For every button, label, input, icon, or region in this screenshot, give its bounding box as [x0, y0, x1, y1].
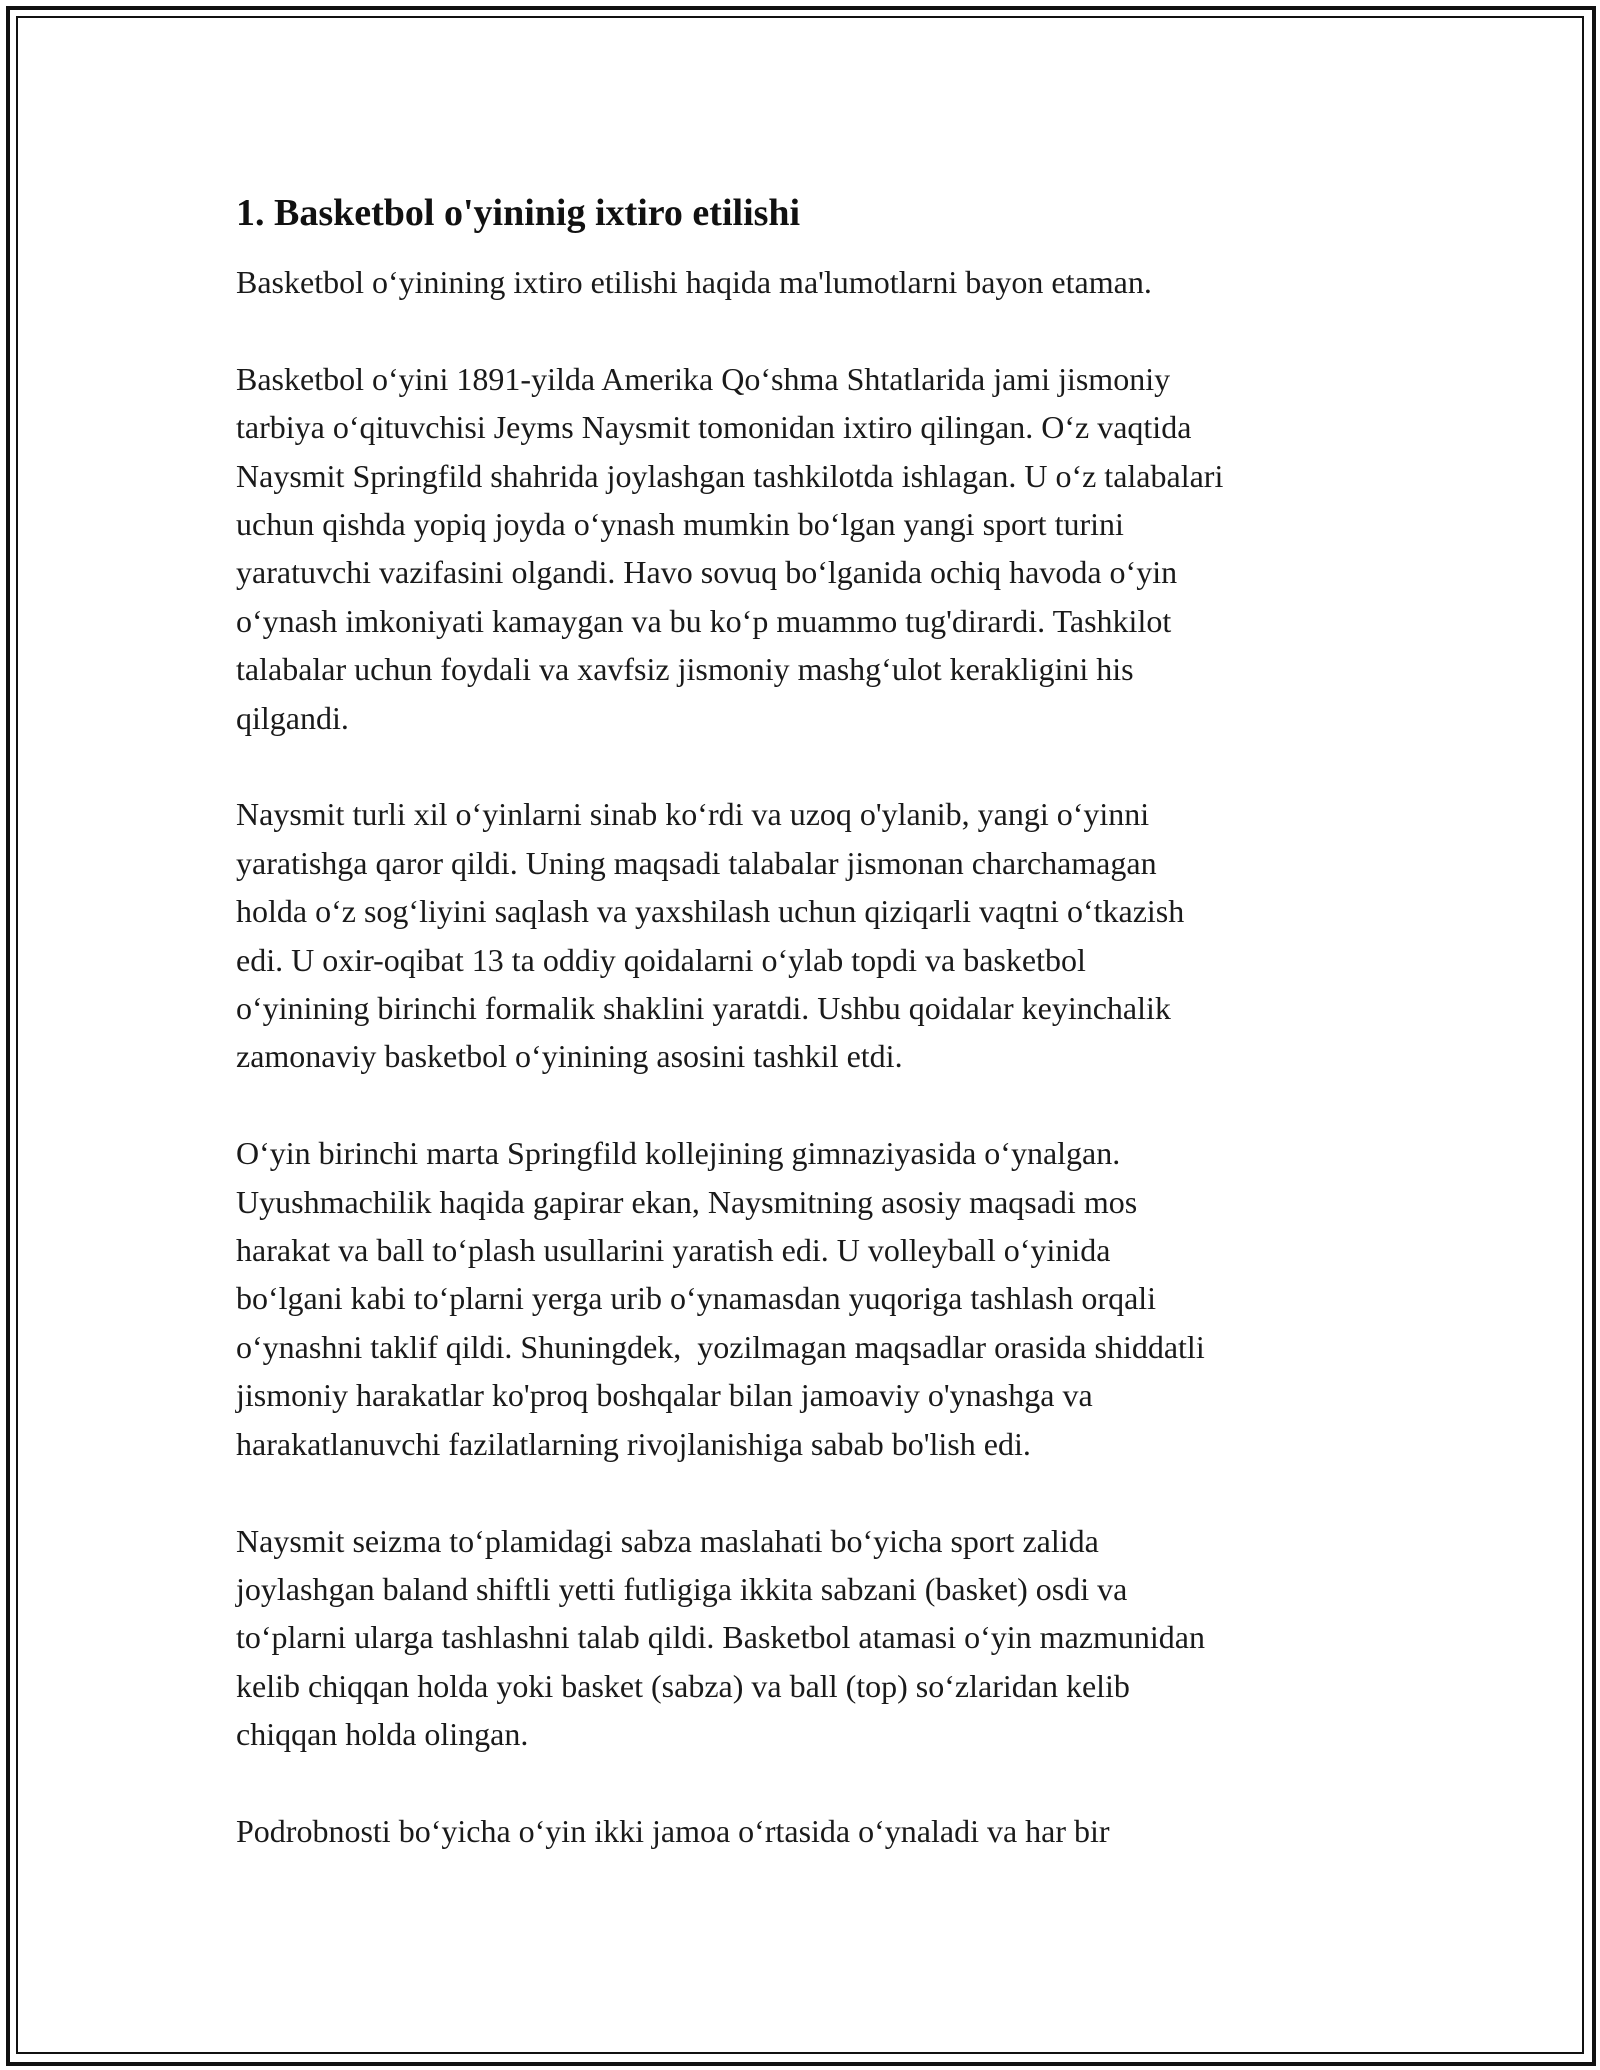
paragraph-line: o‘ynash imkoniyati kamaygan va bu ko‘p muammo tug'dirardi. Tashkilot	[236, 602, 1172, 639]
paragraph-line: holda o‘z sog‘liyini saqlash va yaxshilash uchun qiziqarli vaqtni o‘tkazish	[236, 893, 1185, 930]
paragraph-line: o‘yinining birinchi formalik shaklini yaratdi. Ushbu qoidalar keyinchalik	[236, 990, 1171, 1027]
paragraph-line: yaratishga qaror qildi. Uning maqsadi talabalar jismonan charchamagan	[236, 844, 1157, 881]
paragraph-line: uchun qishda yopiq joyda o‘ynash mumkin bo‘lgan yangi sport turini	[236, 506, 1124, 543]
paragraph-line: harakat va ball to‘plash usullarini yaratish edi. U volleyball o‘yinida	[236, 1232, 1111, 1269]
paragraph-line: zamonaviy basketbol o‘yinining asosini tashkil etdi.	[236, 1038, 903, 1075]
paragraph-intro	[236, 258, 1376, 306]
paragraph-line: edi. U oxir-oqibat 13 ta oddiy qoidalarni o‘ylab topdi va basketbol	[236, 941, 1086, 978]
paragraph-line: tarbiya o‘qituvchisi Jeyms Naysmit tomonidan ixtiro qilingan. O‘z vaqtida	[236, 409, 1192, 446]
paragraph-line: O‘yin birinchi marta Springfild kollejining gimnaziyasida o‘ynalgan.	[236, 1135, 1121, 1172]
paragraph-basket-name	[236, 1517, 1376, 1759]
paragraph-details	[236, 1807, 1376, 1855]
paragraph-line: Podrobnosti bo‘yicha o‘yin ikki jamoa o‘rtasida o‘ynaladi va har bir	[236, 1812, 1110, 1849]
paragraph-rules	[236, 790, 1376, 1080]
paragraph-line: bo‘lgani kabi to‘plarni yerga urib o‘ynamasdan yuqoriga tashlash orqali	[236, 1280, 1157, 1317]
paragraph-line: o‘ynashni taklif qildi. Shuningdek, yozilmagan maqsadlar orasida shiddatli	[236, 1328, 1205, 1365]
paragraph-line: Uyushmachilik haqida gapirar ekan, Naysmitning asosiy maqsadi mos	[236, 1183, 1138, 1220]
paragraph-line: to‘plarni ularga tashlashni talab qildi. Basketbol atamasi o‘yin mazmunidan	[236, 1619, 1205, 1656]
paragraph-line: Basketbol o‘yinining ixtiro etilishi haqida ma'lumotlarni bayon etaman.	[236, 264, 1152, 300]
paragraph-origin	[236, 355, 1376, 742]
paragraph-line: Basketbol o‘yini 1891-yilda Amerika Qo‘shma Shtatlarida jami jismoniy	[236, 360, 1171, 397]
paragraph-line: yaratuvchi vazifasini olgandi. Havo sovuq bo‘lganida ochiq havoda o‘yin	[236, 554, 1178, 591]
paragraph-line: Naysmit Springfild shahrida joylashgan tashkilotda ishlagan. U o‘z talabalari	[236, 457, 1224, 494]
document-title: 1. Basketbol o'yininig ixtiro etilishi	[236, 192, 801, 234]
paragraph-line: joylashgan baland shiftli yetti futligiga ikkita sabzani (basket) osdi va	[236, 1570, 1128, 1607]
paragraph-first-game	[236, 1129, 1376, 1468]
paragraph-line: jismoniy harakatlar ko'proq boshqalar bilan jamoaviy o'ynashga va	[236, 1377, 1093, 1414]
paragraph-line: Naysmit turli xil o‘yinlarni sinab ko‘rdi va uzoq o'ylanib, yangi o‘yinni	[236, 796, 1150, 833]
paragraph-line: kelib chiqqan holda yoki basket (sabza) va ball (top) so‘zlaridan kelib	[236, 1667, 1130, 1704]
paragraph-line: Naysmit seizma to‘plamidagi sabza maslahati bo‘yicha sport zalida	[236, 1522, 1099, 1559]
paragraph-line: chiqqan holda olingan.	[236, 1716, 529, 1753]
paragraph-line: qilgandi.	[236, 699, 349, 736]
document-page	[236, 186, 1376, 1904]
paragraph-line: harakatlanuvchi fazilatlarning rivojlanishiga sabab bo'lish edi.	[236, 1425, 1031, 1462]
paragraph-line: talabalar uchun foydali va xavfsiz jismoniy mashg‘ulot kerakligini his	[236, 651, 1134, 688]
